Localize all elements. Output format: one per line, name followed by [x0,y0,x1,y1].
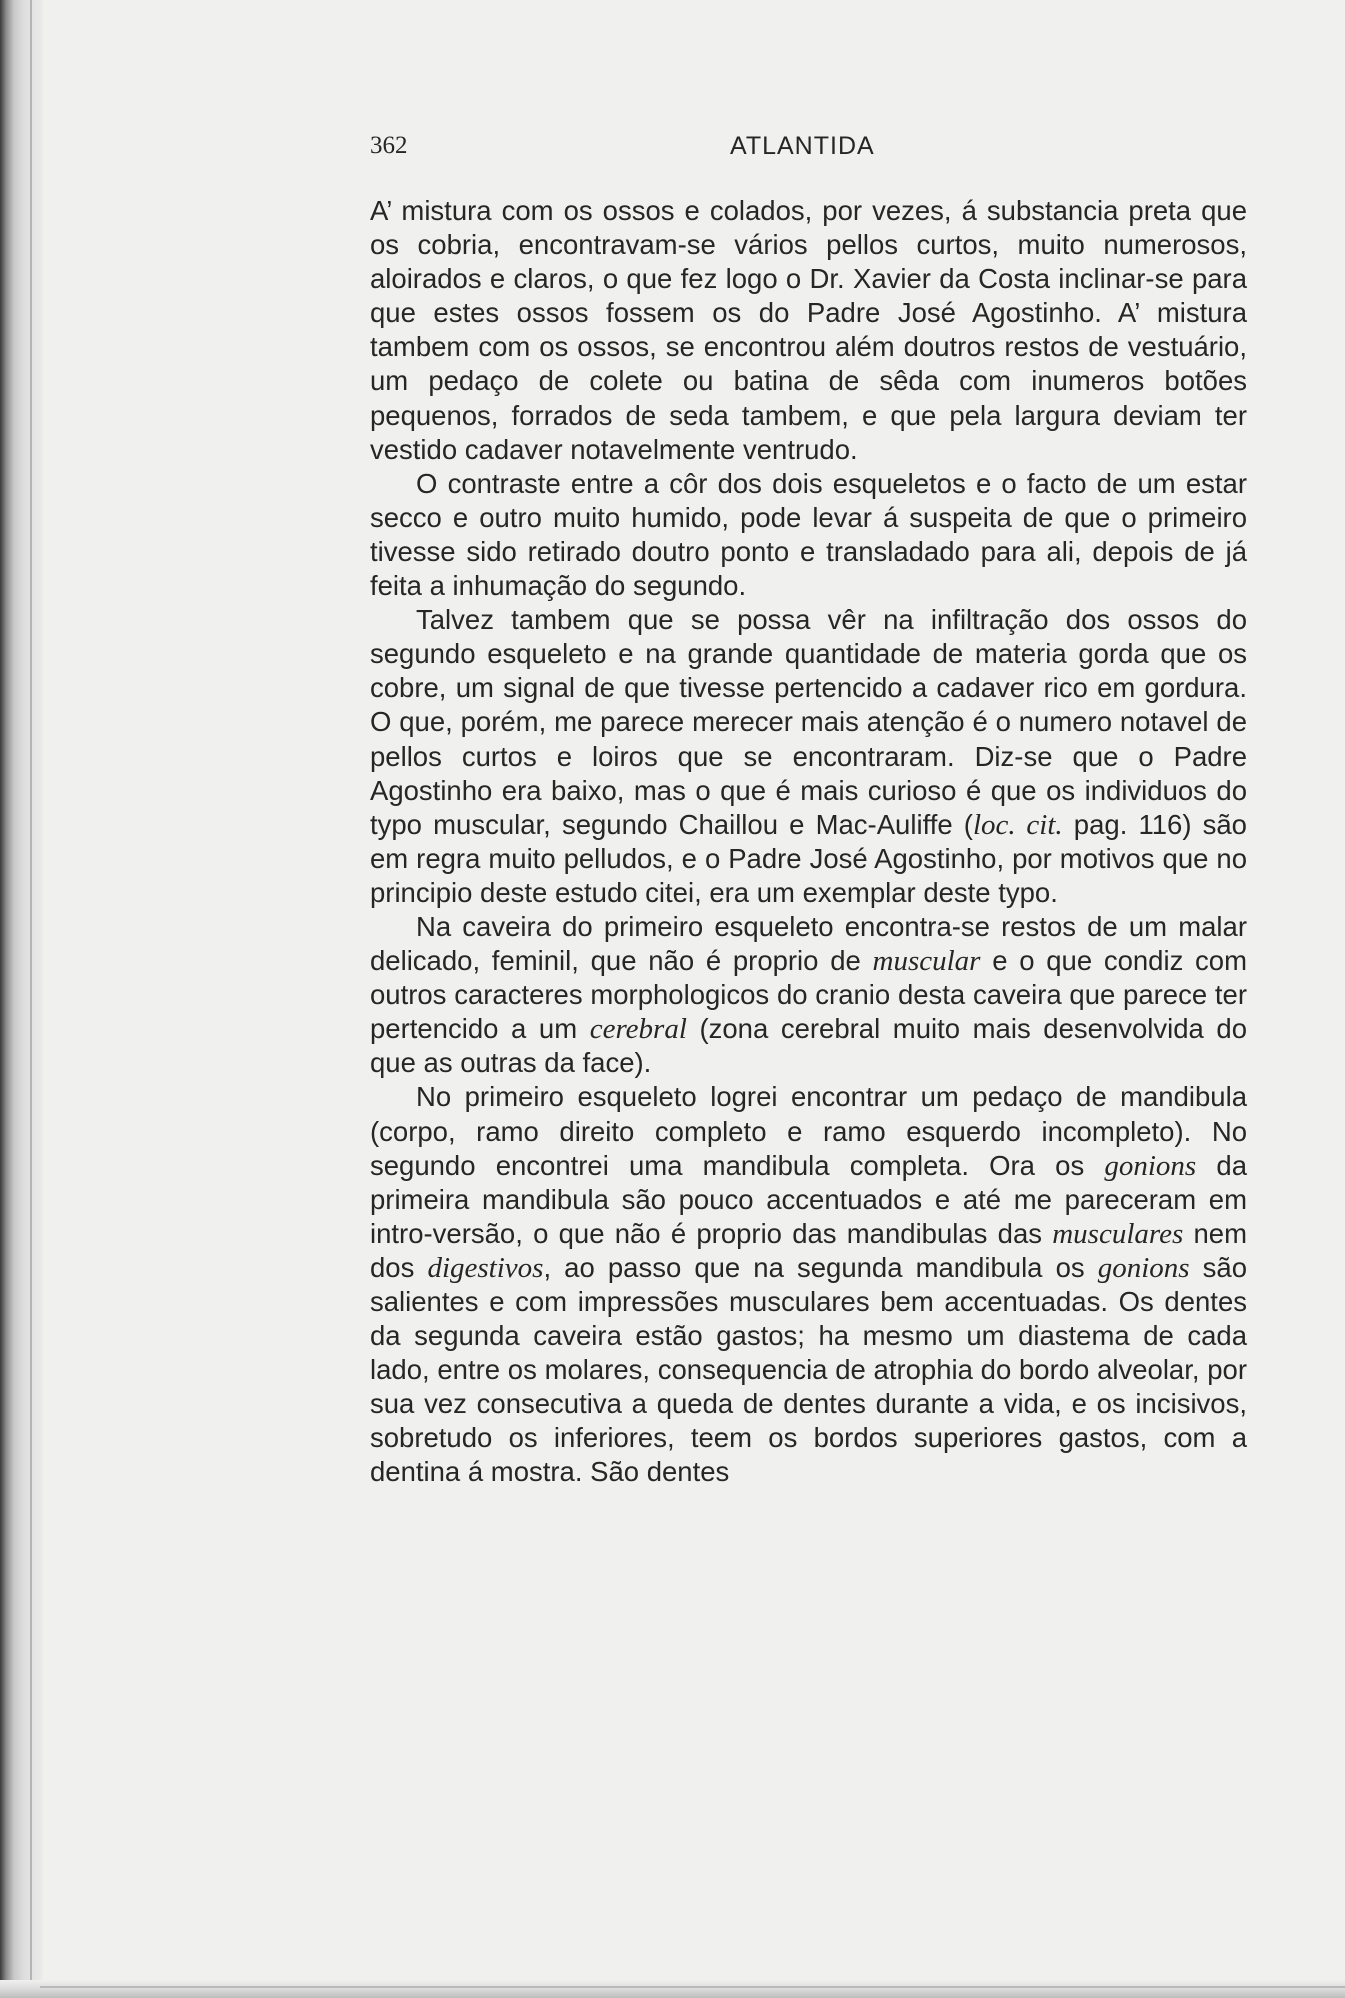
body-text [370,194,1247,1490]
italic-term: muscular [872,945,981,978]
text-run: (zona cerebral muito mais desenvolvida do que as outras da face). [370,1013,1247,1079]
gutter-line [30,0,32,1998]
running-title: ATLANTIDA [730,132,875,160]
paragraph [370,1080,1247,1489]
text-run: Talvez tambem que se possa vêr na infiltração dos ossos do segundo esqueleto e na grande quantidade de materia gorda que os cobre, um signal de que tivesse pertencido a cadaver rico em gordura. O que, porém, me parece merecer mais atenção é o numero notavel de pellos curtos e loiros que se encontraram. Diz-se que o Padre Agostinho era baixo, mas o que é mais curioso é que os individuos do typo muscular, segundo Chaillou e Mac-Auliffe ( [370,604,1247,840]
paragraph [370,603,1247,910]
paragraph [370,467,1247,603]
page-bottom-edge [0,1980,1345,1998]
italic-term: cerebral [589,1013,687,1046]
paragraph [370,910,1247,1080]
text-run: nem dos [370,1217,1247,1283]
text-run: O contraste entre a côr dos dois esqueletos e o facto de um estar secco e outro muito humido, pode levar á suspeita de que o primeiro tivesse sido retirado doutro ponto e transladado para ali, depois de já feita a inhumação do segundo. [370,467,1247,602]
italic-term: gonions [1097,1251,1190,1284]
text-run: e o que condiz com outros caracteres morphologicos do cranio desta caveira que parece ter pertencido a um [370,945,1248,1045]
page-bottom-line [40,1986,1345,1988]
italic-term: gonions [1104,1149,1197,1182]
text-run: A’ mistura com os ossos e colados, por vezes, á substancia preta que os cobria, encontravam-se vários pellos curtos, muito numerosos, aloirados e claros, o que fez logo o Dr. Xavier da Costa inclinar-se para que estes ossos fossem os do Padre José Agostinho. A’ mistura tambem com os ossos, se encontrou além doutros restos de vestuário, um pedaço de colete ou batina de sêda com inumeros botões pequenos, forrados de seda tambem, e que pela largura deviam ter vestido cadaver notavelmente ventrudo. [370,195,1247,465]
paragraph [370,194,1247,467]
page-header [370,132,1250,172]
text-run: , ao passo que na segunda mandibula os [543,1251,1098,1283]
book-spine-shadow [0,0,44,1998]
text-run: pag. 116) são em regra muito pelludos, e o Padre José Agostinho, por motivos que no principio deste estudo citei, era um exemplar deste typo. [370,808,1247,908]
text-run: da primeira mandibula são pouco accentuados e até me pareceram em intro-versão, o que não é proprio das mandibulas das [370,1149,1247,1249]
text-run: No primeiro esqueleto logrei encontrar um pedaço de mandibula (corpo, ramo direito completo e ramo esquerdo incompleto). No segundo encontrei uma mandibula completa. Ora os [370,1081,1247,1181]
text-run: Na caveira do primeiro esqueleto encontra-se restos de um malar delicado, feminil, que não é proprio de [370,910,1247,977]
italic-term: loc. cit. [972,808,1063,841]
italic-term: digestivos [427,1251,544,1284]
text-run: são salientes e com impressões musculares bem accentuadas. Os dentes da segunda caveira estão gastos; ha mesmo um diastema de cada lado, entre os molares, consequencia de atrophia do bordo alveolar, por sua vez consecutiva a queda de dentes durante a vida, e os incisivos, sobretudo os inferiores, teem os bordos superiores gastos, com a dentina á mostra. São dentes [370,1251,1247,1488]
italic-term: musculares [1052,1217,1184,1250]
page-number: 362 [370,132,408,159]
